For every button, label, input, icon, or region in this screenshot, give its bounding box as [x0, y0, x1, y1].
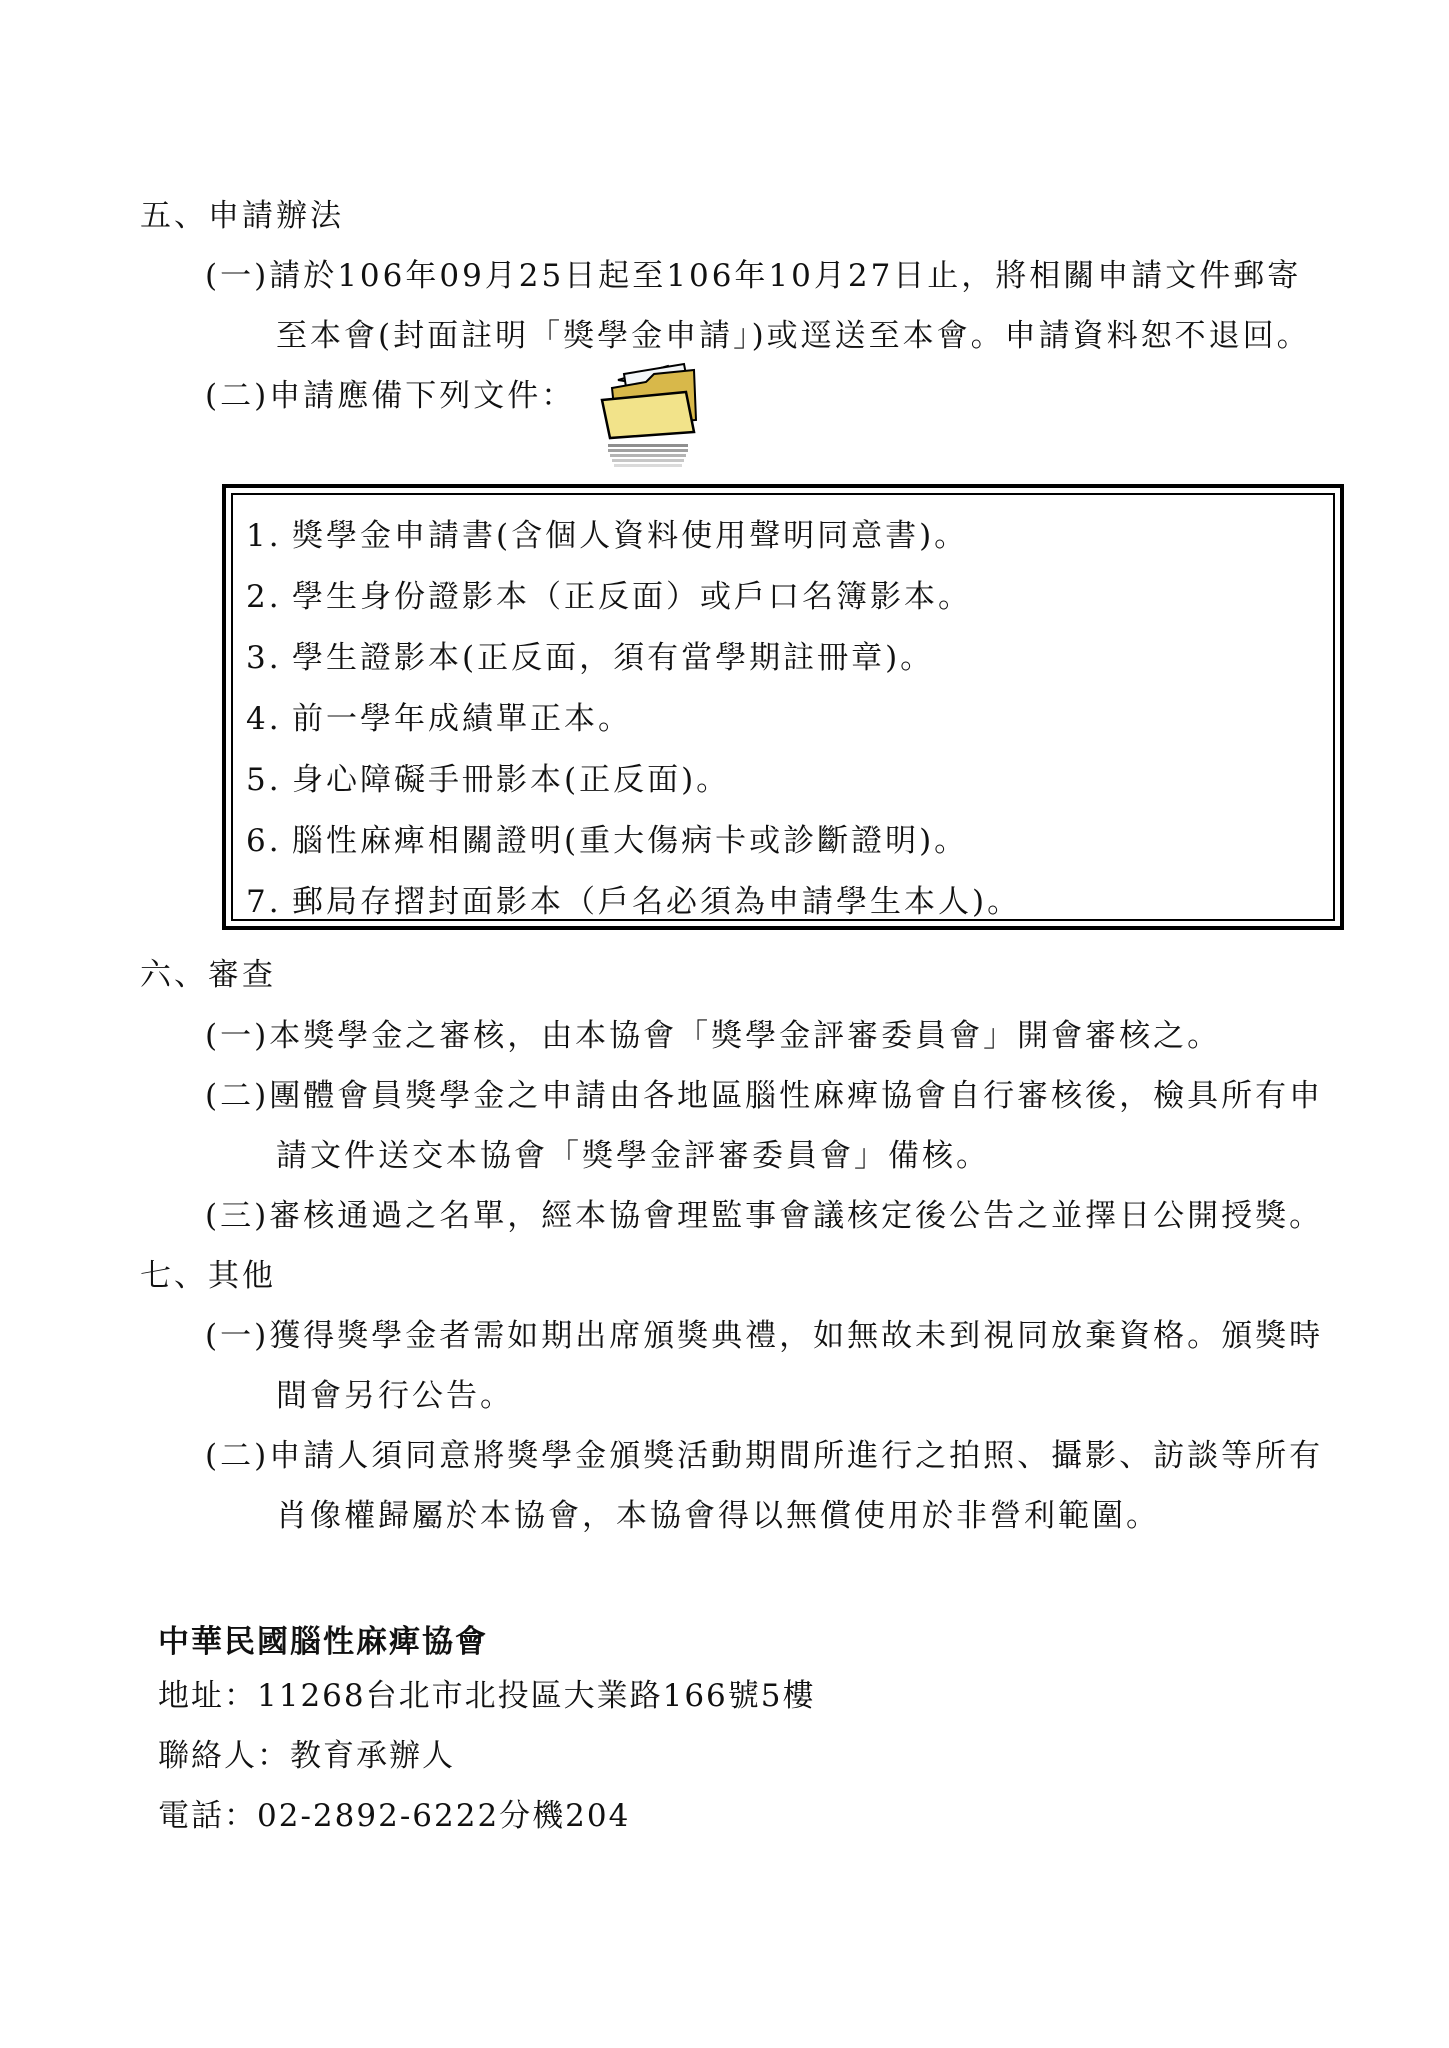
document-text: 身心障礙手冊影本(正反面)。 — [292, 762, 731, 798]
document-text: 學生身份證影本（正反面）或戶口名簿影本。 — [292, 579, 972, 615]
section5-item2: (二)申請應備下列文件： — [205, 378, 576, 414]
document-item — [246, 821, 968, 861]
document-number: 5. — [246, 762, 282, 798]
document-text: 前一學年成績單正本。 — [292, 701, 632, 737]
document-number: 4. — [246, 701, 282, 737]
required-documents-box — [222, 484, 1344, 930]
document-number: 1. — [246, 518, 282, 554]
folder-icon — [598, 360, 708, 480]
organization-name: 中華民國腦性麻痺協會 — [158, 1624, 488, 1660]
organization-phone: 電話：02-2892-6222分機204 — [158, 1798, 631, 1834]
document-item — [246, 760, 730, 800]
organization-contact: 聯絡人：教育承辦人 — [158, 1738, 455, 1774]
document-number: 2. — [246, 579, 282, 615]
document-text: 腦性麻痺相關證明(重大傷病卡或診斷證明)。 — [292, 823, 969, 859]
section6-item2-line1: (二)團體會員獎學金之申請由各地區腦性麻痺協會自行審核後，檢具所有申 — [205, 1078, 1324, 1114]
section5-heading: 五、申請辦法 — [140, 198, 344, 234]
section6-item2-line2: 請文件送交本協會「獎學金評審委員會」備核。 — [276, 1138, 990, 1174]
document-number: 3. — [246, 640, 282, 676]
document-text: 郵局存摺封面影本（戶名必須為申請學生本人)。 — [292, 884, 1022, 920]
document-item — [246, 577, 972, 617]
document-item — [246, 882, 1021, 922]
section6-item3: (三)審核通過之名單，經本協會理監事會議核定後公告之並擇日公開授獎。 — [205, 1198, 1324, 1234]
section5-item1-line1: (一)請於106年09月25日起至106年10月27日止，將相關申請文件郵寄 — [205, 258, 1302, 294]
organization-address: 地址：11268台北市北投區大業路166號5樓 — [158, 1678, 816, 1714]
section5-item1-line2: 至本會(封面註明「獎學金申請」)或逕送至本會。申請資料恕不退回。 — [276, 318, 1311, 354]
section7-item2-line1: (二)申請人須同意將獎學金頒獎活動期間所進行之拍照、攝影、訪談等所有 — [205, 1438, 1324, 1474]
document-text: 學生證影本(正反面，須有當學期註冊章)。 — [292, 640, 935, 676]
document-item — [246, 638, 934, 678]
document-number: 6. — [246, 823, 282, 859]
section7-heading: 七、其他 — [140, 1258, 276, 1294]
section6-item1: (一)本獎學金之審核，由本協會「獎學金評審委員會」開會審核之。 — [205, 1018, 1222, 1054]
section7-item2-line2: 肖像權歸屬於本協會，本協會得以無償使用於非營利範圍。 — [276, 1498, 1160, 1534]
document-number: 7. — [246, 884, 282, 920]
document-text: 獎學金申請書(含個人資料使用聲明同意書)。 — [292, 518, 969, 554]
section7-item1-line2: 間會另行公告。 — [276, 1378, 514, 1414]
document-item — [246, 516, 968, 556]
section7-item1-line1: (一)獲得獎學金者需如期出席頒獎典禮，如無故未到視同放棄資格。頒獎時 — [205, 1318, 1324, 1354]
document-item — [246, 699, 632, 739]
section6-heading: 六、審查 — [140, 957, 276, 993]
